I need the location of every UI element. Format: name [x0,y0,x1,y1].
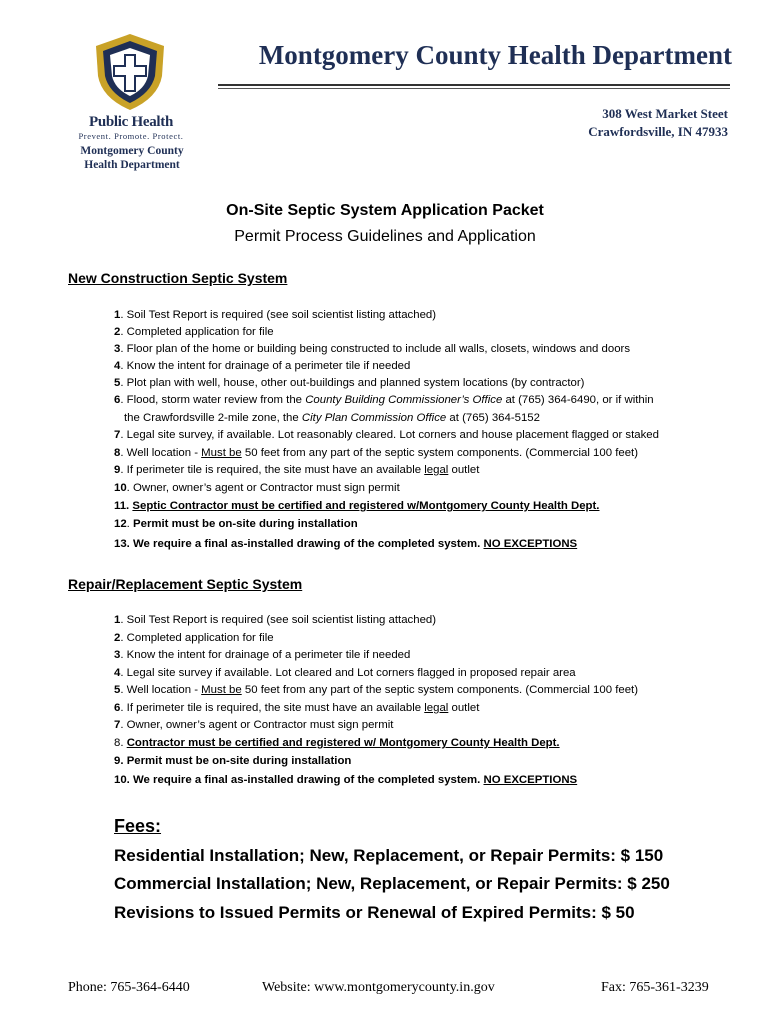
list-item [114,737,560,749]
item-text: . Flood, storm water review from the [120,394,306,406]
list-item [114,309,436,321]
item-text: . Well location - [120,447,202,459]
item-text: . Owner, owner’s agent or Contractor must sign permit [120,719,394,731]
list-item-continuation [124,412,540,424]
item-number: 13 [114,538,127,550]
emphasis-text: legal [424,464,449,476]
item-separator: . [126,538,134,550]
shield-cross-icon [90,32,170,112]
list-item [114,377,584,389]
item-text: at (765) 364-6490, or if within [502,394,654,406]
item-text: . Legal site survey, if available. Lot reasonably cleared. Lot corners and house placement flagged or staked [120,429,659,441]
list-item [114,667,576,679]
repair-heading: Repair/Replacement Septic System [68,576,303,592]
address-street: 308 West Market Steet [602,106,728,121]
item-text: . Know the intent for drainage of a perimeter tile if needed [120,649,411,661]
fee-commercial: Commercial Installation; New, Replacement, or Repair Permits: $ 250 [114,874,670,893]
item-text: We require a final as-installed drawing of the completed system. [133,538,484,550]
header-rule-thin [218,88,730,89]
no-exceptions-text: NO EXCEPTIONS [483,538,578,550]
item-number: 10 [114,774,127,786]
list-item [114,632,274,644]
list-item [114,719,393,731]
list-item [114,500,599,512]
item-text: . Floor plan of the home or building being constructed to include all walls, closets, windows and doors [120,343,631,355]
department-title: Montgomery County Health Department [258,40,732,70]
item-text: Septic Contractor must be certified and registered w/Montgomery County Health Dept. [132,500,600,512]
item-number: 9 [114,755,121,767]
item-text: Permit must be on-site during installation [133,518,358,530]
emphasis-text: Must be [201,447,242,459]
item-number: 10 [114,482,127,494]
fee-revisions: Revisions to Issued Permits or Renewal of Expired Permits: $ 50 [114,903,635,922]
building-office-name: County Building Commissioner’s Office [305,394,503,406]
list-item [114,538,577,550]
item-separator: . [120,755,127,767]
list-item [114,429,659,441]
item-text: We require a final as-installed drawing of the completed system. [133,774,484,786]
no-exceptions-text: NO EXCEPTIONS [483,774,578,786]
item-separator: . [126,774,134,786]
header-rule [218,84,730,86]
item-text: 50 feet from any part of the septic system components. (Commercial 100 feet) [241,447,639,459]
item-text: . Owner, owner’s agent or Contractor must sign permit [126,482,400,494]
item-text: . Soil Test Report is required (see soil scientist listing attached) [120,309,437,321]
item-text: outlet [448,464,480,476]
item-number: 1 [114,614,121,626]
item-text: . Soil Test Report is required (see soil scientist listing attached) [120,614,437,626]
item-number: 7 [114,719,121,731]
emphasis-text: Must be [201,684,242,696]
list-item [114,755,351,767]
list-item [114,394,654,406]
logo-tagline: Prevent. Promote. Protect. [78,131,184,141]
list-item [114,326,274,338]
item-number: 6 [114,394,121,406]
item-text: 50 feet from any part of the septic system components. (Commercial 100 feet) [241,684,639,696]
item-text: the Crawfordsville 2-mile zone, the [124,412,302,424]
item-text: Permit must be on-site during installation [126,755,352,767]
address-city: Crawfordsville, IN 47933 [588,124,728,139]
item-number: 4 [114,667,121,679]
emphasis-text: legal [424,702,449,714]
list-item [114,447,638,459]
item-separator: . [126,518,134,530]
item-number: 7 [114,429,121,441]
item-text: outlet [448,702,480,714]
item-number: 3 [114,649,121,661]
item-number: 12 [114,518,127,530]
list-item [114,684,638,696]
item-text: . Completed application for file [120,632,274,644]
document-subtitle: Permit Process Guidelines and Application [234,228,536,245]
logo-org-name [54,144,210,172]
plan-office-name: City Plan Commission Office [301,412,447,424]
list-item [114,518,358,530]
item-number: 5 [114,684,121,696]
list-item [114,614,436,626]
item-number: 4 [114,360,121,372]
item-text: . If perimeter tile is required, the site must have an available [120,464,425,476]
new-construction-heading: New Construction Septic System [68,270,288,286]
footer-website: Website: www.montgomerycounty.in.gov [262,980,495,995]
list-item [114,343,630,355]
footer-phone: Phone: 765-364-6440 [68,980,190,995]
item-number: 8 [114,737,121,749]
item-number: 8 [114,447,121,459]
item-separator: . [120,737,127,749]
item-separator: . [126,500,133,512]
item-number: 5 [114,377,121,389]
logo-title: Public Health [88,114,174,130]
logo-org-line2: Health Department [84,159,180,171]
item-number: 3 [114,343,121,355]
item-text: . Plot plan with well, house, other out-buildings and planned system locations (by contractor) [120,377,585,389]
list-item [114,649,410,661]
item-number: 1 [114,309,121,321]
list-item [114,464,479,476]
document-title: On-Site Septic System Application Packet [226,202,544,219]
fees-heading: Fees: [114,816,162,836]
item-number: 11 [114,500,127,512]
item-number: 2 [114,632,121,644]
footer-fax: Fax: 765-361-3239 [601,980,709,995]
item-number: 9 [114,464,121,476]
item-text: Contractor must be certified and registered w/ Montgomery County Health Dept. [126,737,560,749]
list-item [114,702,479,714]
item-text: . Legal site survey if available. Lot cleared and Lot corners flagged in proposed repair area [120,667,576,679]
list-item [114,774,577,786]
item-number: 2 [114,326,121,338]
list-item [114,360,410,372]
fee-residential: Residential Installation; New, Replacement, or Repair Permits: $ 150 [114,846,664,865]
item-text: at (765) 364-5152 [446,412,540,424]
logo-org-line1: Montgomery County [80,145,184,157]
item-text: . Know the intent for drainage of a perimeter tile if needed [120,360,411,372]
item-text: . If perimeter tile is required, the site must have an available [120,702,425,714]
item-text: . Well location - [120,684,202,696]
item-text: . Completed application for file [120,326,274,338]
list-item [114,482,400,494]
item-number: 6 [114,702,121,714]
